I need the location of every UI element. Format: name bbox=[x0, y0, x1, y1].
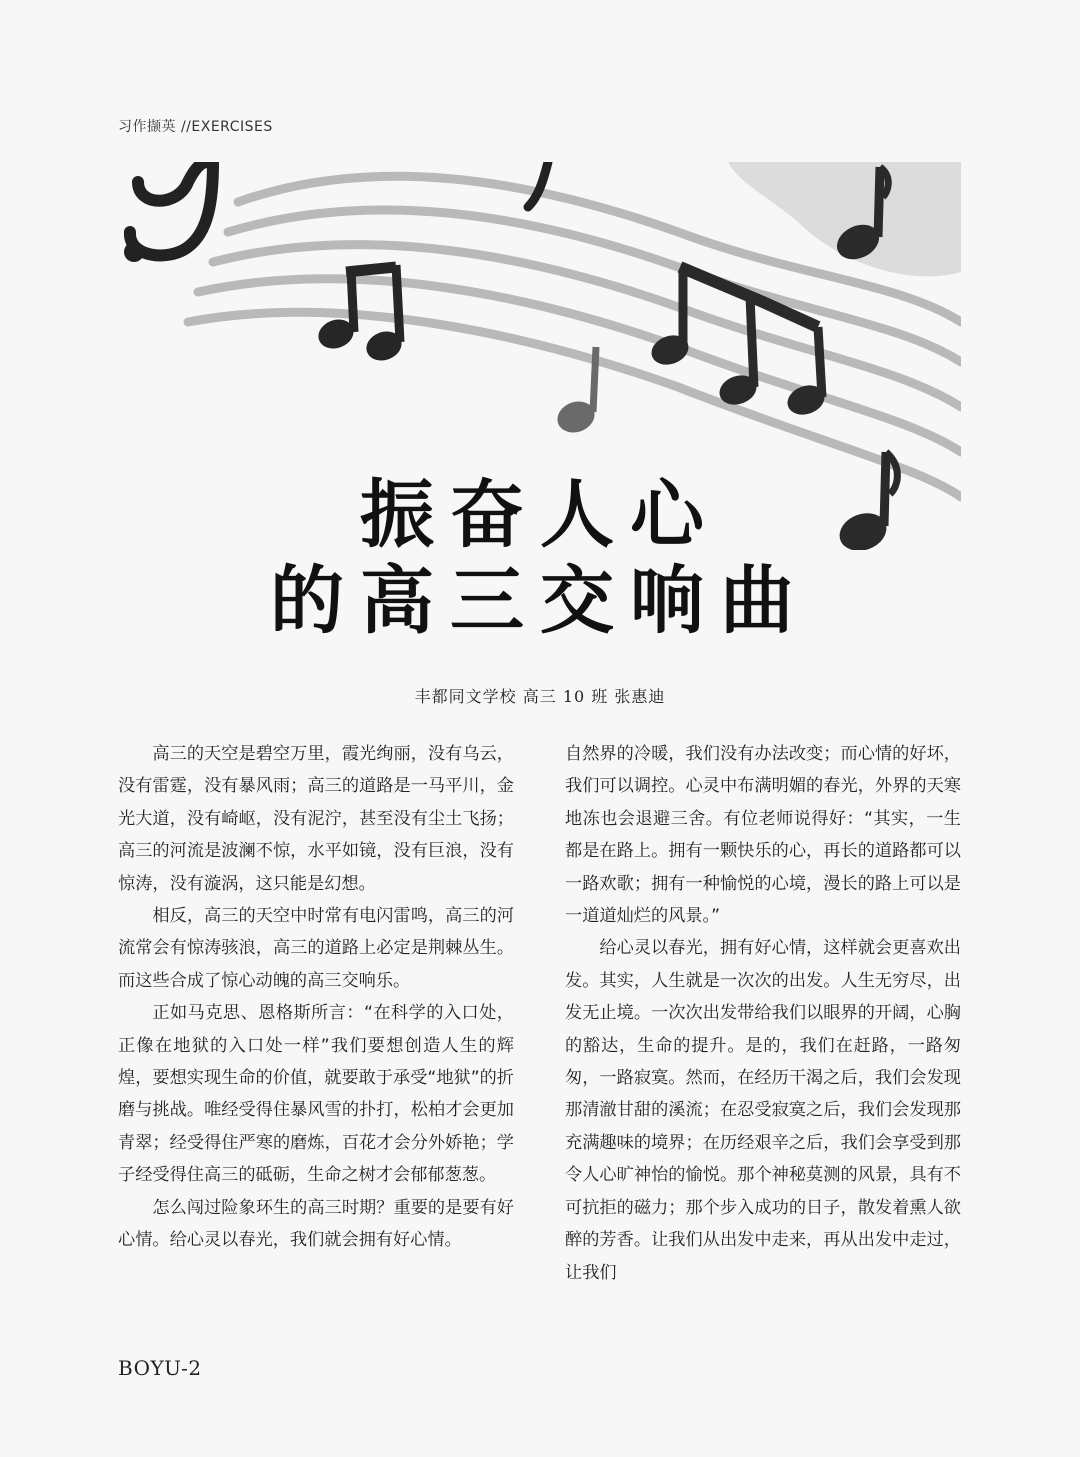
paragraph-continued: 自然界的冷暖，我们没有办法改变；而心情的好坏，我们可以调控。心灵中布满明媚的春光，外界的天寒地冻也会退避三舍。有位老师说得好：“其实，一生都是在路上。拥有一颗快乐的心，再长的道路都可以一路欢歌；拥有一种愉悦的心境，漫长的路上可以是一道道灿烂的风景。” bbox=[565, 744, 961, 927]
author-byline: 丰都同文学校 高三 10 班 张惠迪 bbox=[414, 687, 666, 706]
paragraph: 相反，高三的天空中时常有电闪雷鸣，高三的河流常会有惊涛骇浪，高三的道路上必定是荆棘丛生。而这些合成了惊心动魄的高三交响乐。 bbox=[118, 906, 514, 991]
paragraph: 给心灵以春光，拥有好心情，这样就会更喜欢出发。其实，人生就是一次次的出发。人生无穷尽，出发无止境。一次次出发带给我们以眼界的开阔，心胸的豁达，生命的提升。是的，我们在赶路，一路匆匆，一路寂寞。然而，在经历干渴之后，我们会发现那清澈甘甜的溪流；在忍受寂寞之后，我们会发现那充满趣味的境界；在历经艰辛之后，我们会享受到那令人心旷神怡的愉悦。那个神秘莫测的风景，具有不可抗拒的磁力；那个步入成功的日子，散发着熏人欲醉的芳香。让我们从出发中走来，再从出发中走过，让我们 bbox=[565, 938, 961, 1283]
section-label: 习作撷英 //EXERCISES bbox=[118, 119, 273, 135]
paragraph: 高三的天空是碧空万里，霞光绚丽，没有乌云，没有雷霆，没有暴风雨；高三的道路是一马平川，金光大道，没有崎岖，没有泥泞，甚至没有尘土飞扬；高三的河流是波澜不惊，水平如镜，没有巨浪，没有惊涛，没有漩涡，这只能是幻想。 bbox=[118, 744, 514, 894]
article-left-column bbox=[118, 738, 514, 1257]
article-title-line-2: 的高三交响曲 bbox=[270, 558, 810, 644]
article-title-line-1: 振奋人心 bbox=[360, 472, 720, 558]
paragraph: 怎么闯过险象环生的高三时期？重要的是要有好心情。给心灵以春光，我们就会拥有好心情。 bbox=[118, 1197, 514, 1251]
page-number: BOYU-2 bbox=[118, 1356, 202, 1380]
article-right-column bbox=[565, 738, 961, 1289]
paragraph: 正如马克思、恩格斯所言：“在科学的入口处，正像在地狱的入口处一样”我们要想创造人生的辉煌，要想实现生命的价值，就要敢于承受“地狱”的折磨与挑战。唯经受得住暴风雪的扑打，松柏才会更加青翠；经受得住严寒的磨炼，百花才会分外娇艳；学子经受得住高三的砥砺，生命之树才会郁郁葱葱。 bbox=[118, 1003, 514, 1186]
